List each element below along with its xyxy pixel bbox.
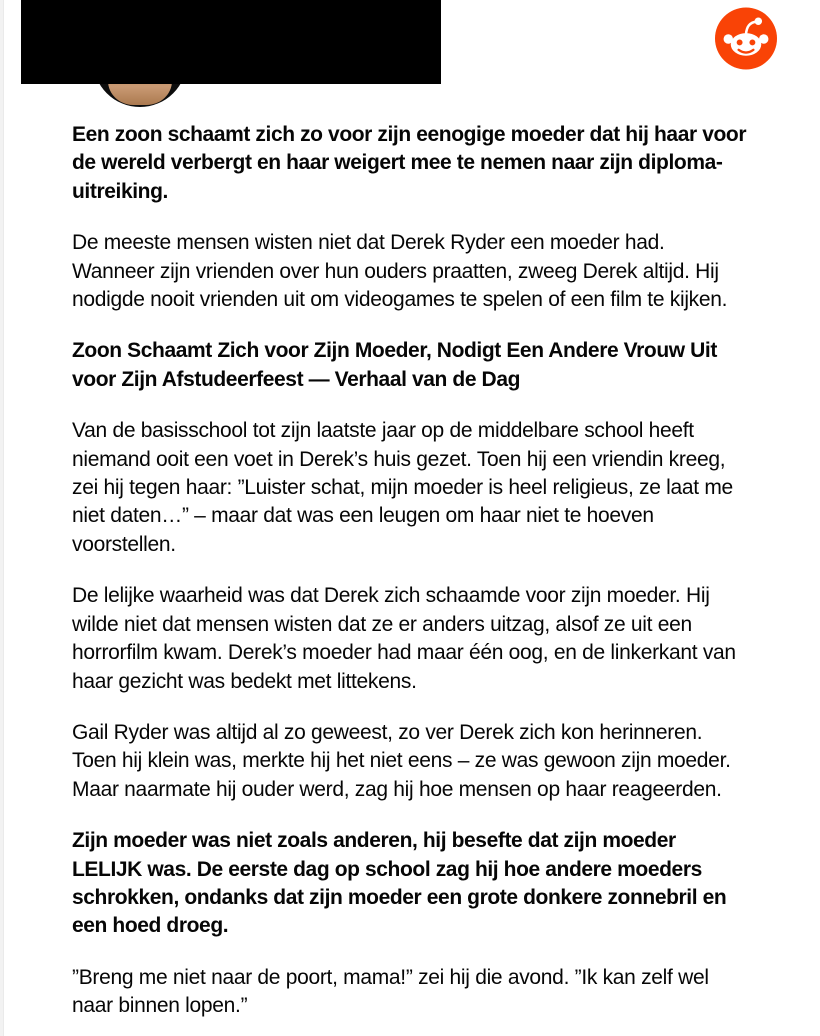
story-paragraph: Van de basisschool tot zijn laatste jaar op de middelbare school heeft niemand ooit een voet in Derek’s huis gezet. Toen hij een vriendin kreeg, zei hij tegen haar: ”Luister schat, mijn moeder is heel religieus, ze laat me niet daten…” – maar dat was een leugen om haar niet te hoeven voorstellen. (72, 419, 733, 556)
story-paragraph: De lelijke waarheid was dat Derek zich schaamde voor zijn moeder. Hij wilde niet dat mensen wisten dat ze er anders uitzag, alsof ze uit een horrorfilm kwam. Derek’s moeder had maar één oog, en de linkerkant van haar gezicht was bedekt met littekens. (72, 584, 736, 693)
reddit-logo (714, 7, 778, 70)
story-paragraph: ”Breng me niet naar de poort, mama!” zei hij die avond. ”Ik kan zelf wel naar binnen lopen.” (72, 965, 709, 1018)
reddit-logo-icon (714, 7, 778, 70)
story-paragraph: Gail Ryder was altijd al zo geweest, zo ver Derek zich kon herinneren. Toen hij klein was, merkte hij het niet eens – ze was gewoon zijn moeder. Maar naarmate hij ouder werd, zag hij hoe mensen op haar reageerden. (72, 720, 731, 801)
story-section-heading: Zoon Schaamt Zich voor Zijn Moeder, Nodigt Een Andere Vrouw Uit voor Zijn Afstudeerfeest — Verhaal van de Dag (72, 339, 717, 391)
page-left-edge (0, 0, 4, 1036)
redacted-photo-block (21, 0, 441, 84)
story-lead-heading: Een zoon schaamt zich zo voor zijn eenogige moeder dat hij haar voor de wereld verbergt en haar weigert mee te nemen naar zijn diploma-uitreiking. (72, 123, 747, 203)
story-bold-paragraph: Zijn moeder was niet zoals anderen, hij besefte dat zijn moeder LELIJK was. De eerste dag op school zag hij hoe andere moeders schrokken, ondanks dat zijn moeder een grote donkere zonnebril en een hoed droeg. (72, 829, 727, 938)
story-article (72, 121, 750, 1036)
story-paragraph: De meeste mensen wisten niet dat Derek Ryder een moeder had. Wanneer zijn vrienden over hun ouders praatten, zweeg Derek altijd. Hij nodigde nooit vrienden uit om videogames te spelen of een film te kijken. (72, 231, 728, 312)
